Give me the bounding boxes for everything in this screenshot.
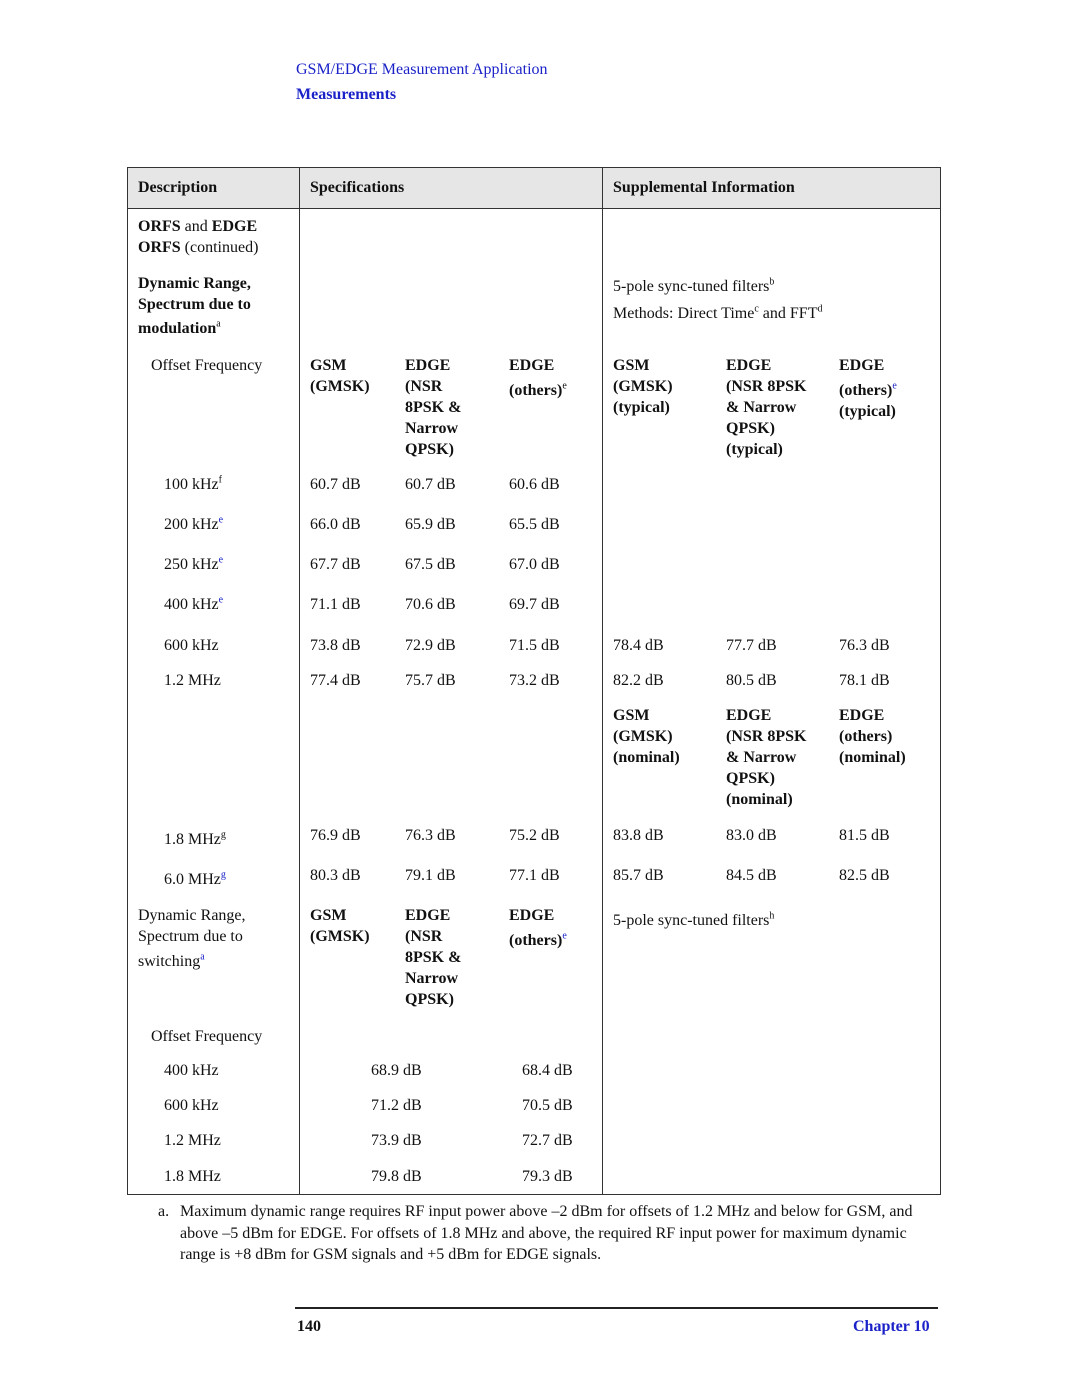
row-spec-gsm: 77.4 dB [310,672,361,689]
row-spec-edge-others: 69.7 dB [509,596,560,613]
row-supp-gsm: 78.4 dB [613,637,664,654]
table-header-row [127,167,941,209]
row-frequency: 400 kHz$^e$ [164,594,224,613]
supp-head-edge-others-nominal: EDGE (others) (nominal) [839,707,906,766]
row-frequency: 250 kHz$^e$ [164,554,224,573]
col-header-description: Description [138,179,218,196]
spec-head-edge-nsr-switching: EDGE (NSR 8PSK & Narrow QPSK) [405,907,462,1008]
row-supp-gsm: 82.2 dB [613,672,664,689]
supp-head-edge-others-typical: EDGE (others)$^e$ (typical) [839,357,897,420]
row-spec-edge-others: 77.1 dB [509,867,560,884]
page-number: 140 [297,1318,321,1335]
offset-frequency-label: Offset Frequency [151,357,263,374]
row-spec-edge-others: 65.5 dB [509,516,560,533]
row-spec-edge-others: 75.2 dB [509,827,560,844]
row-spec-gsm: 71.1 dB [310,596,361,613]
row-supp-gsm: 85.7 dB [613,867,664,884]
supp-filter-note: 5-pole sync-tuned filters$^b$ [613,276,775,295]
desc-modulation-line1: Dynamic Range, [138,275,251,292]
row-supp-edge-others: 82.5 dB [839,867,890,884]
group-title-line1: ORFS and EDGE [138,218,258,235]
row-spec-edge-others: 71.5 dB [509,637,560,654]
row-spec-gsm-nsr: 79.8 dB [371,1168,422,1185]
row-spec-edge-others: 68.4 dB [522,1062,573,1079]
row-spec-edge-nsr: 79.1 dB [405,867,456,884]
row-spec-edge-nsr: 65.9 dB [405,516,456,533]
row-spec-gsm: 67.7 dB [310,556,361,573]
row-supp-edge-nsr: 80.5 dB [726,672,777,689]
row-supp-edge-nsr: 84.5 dB [726,867,777,884]
row-spec-gsm: 73.8 dB [310,637,361,654]
row-frequency: 6.0 MHz$^g$ [164,869,226,888]
group-title-line2: ORFS (continued) [138,239,259,256]
row-spec-edge-others: 70.5 dB [522,1097,573,1114]
supp-head-gsm-typical: GSM (GMSK) (typical) [613,357,673,416]
row-spec-gsm-nsr: 71.2 dB [371,1097,422,1114]
chapter-link[interactable]: Chapter 10 [853,1318,930,1335]
row-supp-edge-others: 81.5 dB [839,827,890,844]
col-header-specifications: Specifications [310,179,405,196]
supp-head-edge-nsr-nominal: EDGE (NSR 8PSK & Narrow QPSK) (nominal) [726,707,807,808]
footer-rule [295,1307,938,1309]
col-header-supplemental: Supplemental Information [613,179,795,196]
row-spec-edge-nsr: 67.5 dB [405,556,456,573]
desc-switching-line1: Dynamic Range, [138,907,246,924]
desc-switching-line3: switching$^a$ [138,951,205,970]
spec-head-gsm-switching: GSM (GMSK) [310,907,370,945]
row-spec-edge-nsr: 70.6 dB [405,596,456,613]
row-spec-gsm: 76.9 dB [310,827,361,844]
row-spec-edge-others: 73.2 dB [509,672,560,689]
spec-head-edge-nsr: EDGE (NSR 8PSK & Narrow QPSK) [405,357,462,458]
row-frequency: 400 kHz [164,1062,219,1079]
row-spec-edge-others: 67.0 dB [509,556,560,573]
row-spec-edge-nsr: 75.7 dB [405,672,456,689]
row-spec-edge-others: 79.3 dB [522,1168,573,1185]
supp-switching-filter-note: 5-pole sync-tuned filters$^h$ [613,910,775,929]
supp-head-edge-nsr-typical: EDGE (NSR 8PSK & Narrow QPSK) (typical) [726,357,807,458]
row-frequency: 100 kHz$^f$ [164,474,222,493]
row-supp-edge-others: 78.1 dB [839,672,890,689]
row-frequency: 1.2 MHz [164,1132,221,1149]
desc-modulation-line3: modulation$^a$ [138,318,221,337]
row-frequency: 1.2 MHz [164,672,221,689]
column-divider-2 [602,167,603,1195]
row-spec-gsm-nsr: 68.9 dB [371,1062,422,1079]
row-frequency: 600 kHz [164,637,219,654]
spec-head-edge-others: EDGE (others)$^e$ [509,357,567,399]
row-supp-gsm: 83.8 dB [613,827,664,844]
spec-head-edge-others-switching: EDGE (others)$^e$ [509,907,567,949]
row-supp-edge-nsr: 83.0 dB [726,827,777,844]
row-spec-edge-nsr: 72.9 dB [405,637,456,654]
supp-head-gsm-nominal: GSM (GMSK) (nominal) [613,707,680,766]
row-spec-gsm-nsr: 73.9 dB [371,1132,422,1149]
desc-switching-line2: Spectrum due to [138,928,243,945]
supp-methods-note: Methods: Direct Time$^c$ and FFT$^d$ [613,303,823,322]
row-frequency: 600 kHz [164,1097,219,1114]
row-spec-edge-nsr: 76.3 dB [405,827,456,844]
row-spec-gsm: 66.0 dB [310,516,361,533]
row-frequency: 1.8 MHz [164,1168,221,1185]
row-spec-edge-others: 60.6 dB [509,476,560,493]
row-spec-edge-others: 72.7 dB [522,1132,573,1149]
footnote-label: a. [158,1203,170,1220]
footnote-text: Maximum dynamic range requires RF input power above –2 dBm for offsets of 1.2 MHz and below for GSM, and above –5 dBm for EDGE. For offsets of 1.8 MHz and above, the required RF input power for maximum dynamic range is +8 dBm for GSM signals and +5 dBm for EDGE signals. [180,1203,913,1263]
running-header-title: GSM/EDGE Measurement Application [296,61,548,78]
column-divider-1 [299,167,300,1195]
row-spec-gsm: 80.3 dB [310,867,361,884]
row-supp-edge-others: 76.3 dB [839,637,890,654]
row-frequency: 200 kHz$^e$ [164,514,224,533]
running-header-section: Measurements [296,86,397,103]
row-spec-edge-nsr: 60.7 dB [405,476,456,493]
desc-modulation-line2: Spectrum due to [138,296,251,313]
row-supp-edge-nsr: 77.7 dB [726,637,777,654]
row-frequency: 1.8 MHz$^g$ [164,829,226,848]
row-spec-gsm: 60.7 dB [310,476,361,493]
offset-frequency-label-switching: Offset Frequency [151,1028,263,1045]
spec-head-gsm: GSM (GMSK) [310,357,370,395]
